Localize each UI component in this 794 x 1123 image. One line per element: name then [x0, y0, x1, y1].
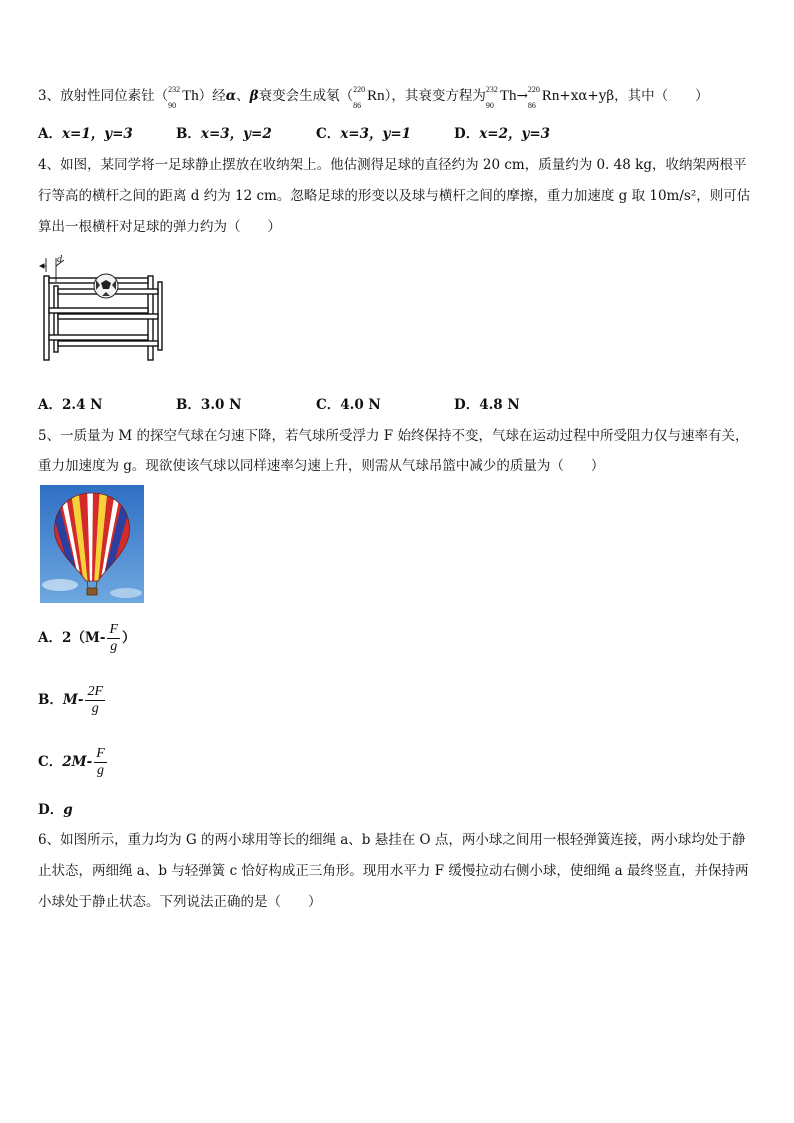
q5-option-b[interactable]: B．M- $\frac{2F}{g}$ — [38, 684, 104, 716]
q4-option-d[interactable]: D．4.8 N — [454, 397, 520, 413]
fraction-f-over-g: $\frac{F}{g}$ — [109, 622, 118, 654]
q4-stem-line3: 算出一根横杆对足球的弹力约为（ ） — [38, 219, 281, 235]
q4-stem-line1: 4、如图，某同学将一足球静止摆放在收纳架上。他估测得足球的直径约为 20 cm，质量约为 0. 48 kg，收纳架两根平 — [38, 157, 747, 173]
q3-option-c[interactable]: C．x=3，y=1 — [316, 126, 412, 142]
equation-thorium: 232 90 Th — [485, 85, 517, 110]
hot-air-balloon-image — [40, 485, 144, 603]
fraction-f-over-g: $\frac{F}{g}$ — [96, 746, 105, 778]
q6-stem-line2: 止状态，两细绳 a、b 与轻弹簧 c 恰好构成正三角形。现用水平力 F 缓慢拉动右侧小球，使细绳 a 最终竖直，并保持两 — [38, 863, 749, 879]
q3-stem: 3、放射性同位素钍（ 232 90 Th）经α、β衰变会生成氡（ 220 86 Rn），其衰变方程为 232 90 Th→ 220 86 Rn+xα+yβ，其中（ ） — [38, 85, 709, 110]
q5-stem-line1: 5、一质量为 M 的探空气球在匀速下降，若气球所受浮力 F 始终保持不变，气球在运动过程中所受阻力仅与速率有关， — [38, 428, 749, 444]
q4-option-b[interactable]: B．3.0 N — [176, 397, 242, 413]
shoe-rack-figure — [36, 252, 164, 362]
q4-stem-line2: 行等高的横杆之间的距离 d 约为 12 cm。忽略足球的形变以及球与横杆之间的摩擦，重力加速度 g 取 10m/s²，则可估 — [38, 188, 751, 204]
distance-label: d — [57, 254, 62, 265]
equation-radon: 220 86 Rn — [527, 85, 560, 110]
q3-option-d[interactable]: D．x=2，y=3 — [454, 126, 551, 142]
q5-stem-line2: 重力加速度为 g。现欲使该气球以同样速率匀速上升，则需从气球吊篮中减少的质量为（ ） — [38, 458, 605, 474]
fraction-2f-over-g: $\frac{2F}{g}$ — [87, 684, 104, 716]
q3-option-b[interactable]: B．x=3，y=2 — [176, 126, 272, 142]
q4-option-a[interactable]: A．2.4 N — [38, 397, 103, 413]
q5-option-d[interactable]: D．g — [38, 802, 73, 818]
soccer-ball-icon — [94, 274, 118, 298]
q6-stem-line1: 6、如图所示，重力均为 G 的两小球用等长的细绳 a、b 悬挂在 O 点，两小球之间用一根轻弹簧连接，两小球均处于静 — [38, 832, 746, 848]
q3-option-a[interactable]: A．x=1，y=3 — [38, 126, 133, 142]
q4-option-c[interactable]: C．4.0 N — [316, 397, 381, 413]
radon-nuclide: 220 86 Rn — [353, 85, 385, 110]
q5-option-c[interactable]: C．2M- $\frac{F}{g}$ — [38, 746, 105, 778]
thorium-nuclide: 232 90 Th — [168, 85, 199, 110]
q6-stem-line3: 小球处于静止状态。下列说法正确的是（ ） — [38, 894, 322, 910]
q5-option-a[interactable]: A．2（M- $\frac{F}{g}$ ） — [38, 622, 136, 654]
